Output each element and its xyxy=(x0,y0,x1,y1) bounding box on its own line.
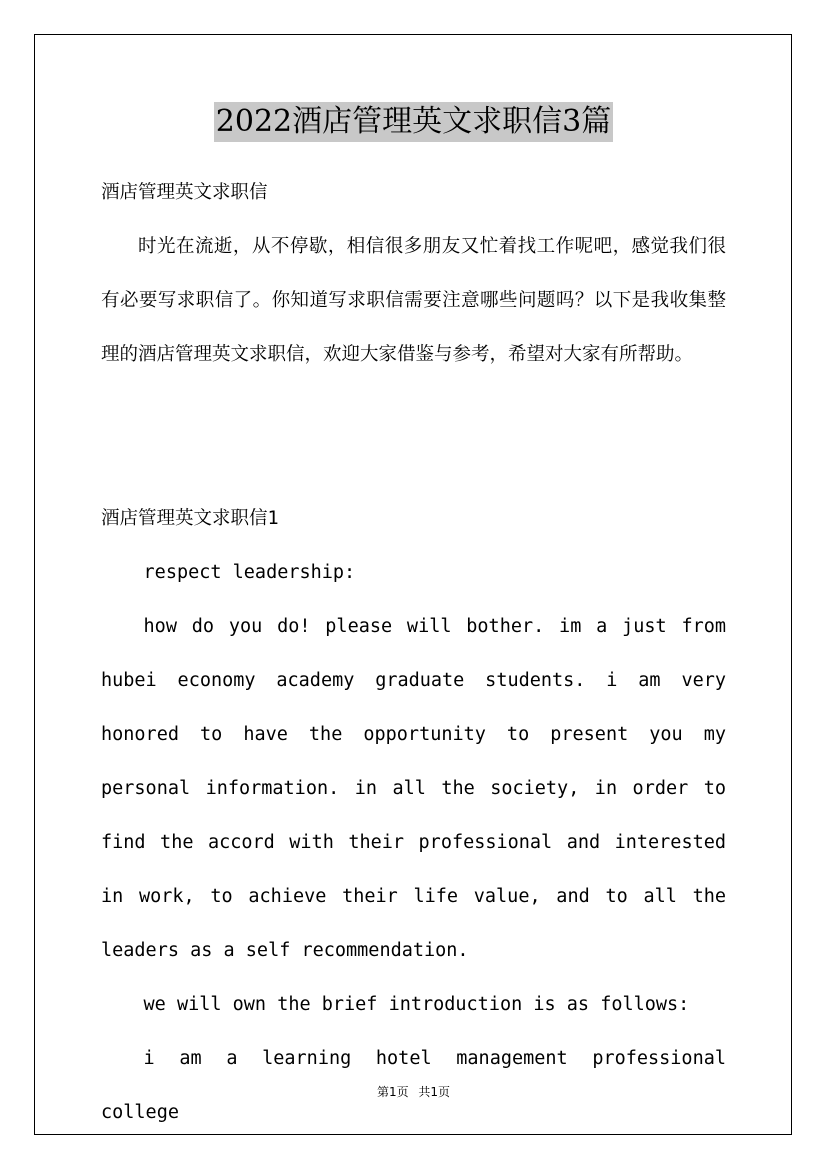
letter1-paragraph-2: we will own the brief introduction is as follows: xyxy=(143,994,690,1015)
page-total: 共1页 xyxy=(418,1085,451,1099)
document-title: 2022酒店管理英文求职信3篇 xyxy=(214,102,613,142)
intro-paragraph: 时光在流逝，从不停歇，相信很多朋友又忙着找工作呢吧，感觉我们很有必要写求职信了。你知道写求职信需要注意哪些问题吗？以下是我收集整理的酒店管理英文求职信，欢迎大家借鉴与参考，希望对大家有所帮助。 xyxy=(101,236,726,365)
section-heading: 酒店管理英文求职信 xyxy=(101,182,268,203)
letter1-paragraph-1: how do you do! please will bother. im a just from hubei economy academy graduate students. i am very honored to have the opportunity to present you my personal information. in all the society, in order to find the accord with their professional and interested in work, to achieve their life value, and to all the leaders as a self recommendation. xyxy=(101,616,726,961)
letter1-paragraph-3: i am a learning hotel management professional college xyxy=(101,1048,726,1123)
letter1-heading: 酒店管理英文求职信1 xyxy=(101,508,279,529)
page-number: 第1页 xyxy=(376,1085,409,1099)
page-footer xyxy=(0,1083,827,1100)
letter1-body xyxy=(101,546,726,1140)
title-container xyxy=(0,102,827,142)
letter1-salutation: respect leadership: xyxy=(143,562,356,583)
